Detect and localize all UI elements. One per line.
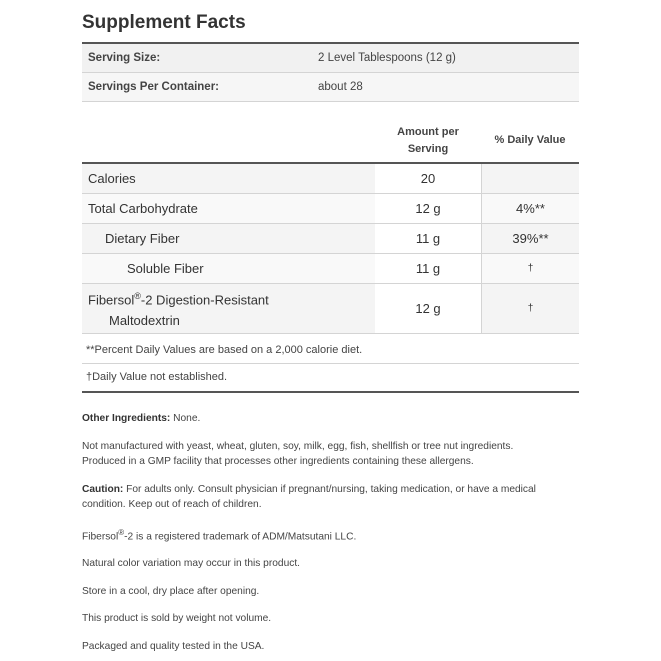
- packaged-note: Packaged and quality tested in the USA.: [82, 640, 265, 652]
- nutrient-amount: 20: [375, 164, 481, 193]
- nutrient-daily-value: 4%**: [481, 194, 579, 223]
- serving-size-row: [82, 44, 579, 73]
- serving-info: [82, 42, 579, 102]
- allergen-statement: Not manufactured with yeast, wheat, gluten, soy, milk, egg, fish, shellfish or tree nut ingredients. Produced in a GMP facility that processes other ingredients containing these allergens.: [82, 440, 514, 467]
- table-row: [82, 284, 579, 334]
- nutrient-name: Soluble Fiber: [82, 254, 375, 283]
- amount-per-serving-header: Amount per Serving: [397, 126, 459, 155]
- table-row: [82, 164, 579, 194]
- nutrient-name: Dietary Fiber: [82, 224, 375, 253]
- servings-per-container-row: [82, 73, 579, 102]
- nutrient-daily-value: †: [481, 254, 579, 283]
- color-variation-note: Natural color variation may occur in this product.: [82, 558, 300, 570]
- table-row: [82, 194, 579, 224]
- nutrient-daily-value: [481, 164, 579, 193]
- nutrient-amount: 11 g: [375, 224, 481, 253]
- serving-size-value: 2 Level Tablespoons (12 g): [318, 52, 456, 64]
- nutrient-amount: 11 g: [375, 254, 481, 283]
- storage-note: Store in a cool, dry place after opening.: [82, 585, 260, 597]
- table-row: [82, 224, 579, 254]
- daily-value-header: % Daily Value: [494, 134, 566, 146]
- weight-note: This product is sold by weight not volume.: [82, 613, 272, 625]
- caution-statement: Caution: For adults only. Consult physician if pregnant/nursing, taking medication, or have a medical condition. Keep out of reach of children.: [82, 483, 536, 510]
- other-ingredients: Other Ingredients: None.: [82, 413, 201, 424]
- percent-daily-value-note: **Percent Daily Values are based on a 2,000 calorie diet.: [82, 337, 579, 364]
- nutrient-amount: 12 g: [375, 284, 481, 333]
- daily-value-not-established-note: †Daily Value not established.: [86, 371, 228, 383]
- servings-per-container-value: about 28: [318, 81, 363, 93]
- servings-per-container-label: Servings Per Container:: [88, 81, 220, 93]
- nutrient-name: Fibersol®-2 Digestion-Resistant Maltodextrin: [82, 284, 375, 333]
- nutrient-amount: 12 g: [375, 194, 481, 223]
- page-title: Supplement Facts: [82, 12, 246, 33]
- nutrient-name: Calories: [82, 164, 375, 193]
- product-info: [82, 411, 582, 661]
- nutrient-daily-value: 39%**: [481, 224, 579, 253]
- footnotes: [82, 337, 579, 393]
- table-row: [82, 254, 579, 284]
- nutrient-name: Total Carbohydrate: [82, 194, 375, 223]
- nutrient-daily-value: †: [481, 284, 579, 333]
- nutrition-table-header: [82, 120, 579, 164]
- trademark-statement: Fibersol®-2 is a registered trademark of ADM/Matsutani LLC.: [82, 527, 357, 542]
- serving-size-label: Serving Size:: [88, 52, 161, 64]
- nutrition-table: [82, 120, 579, 334]
